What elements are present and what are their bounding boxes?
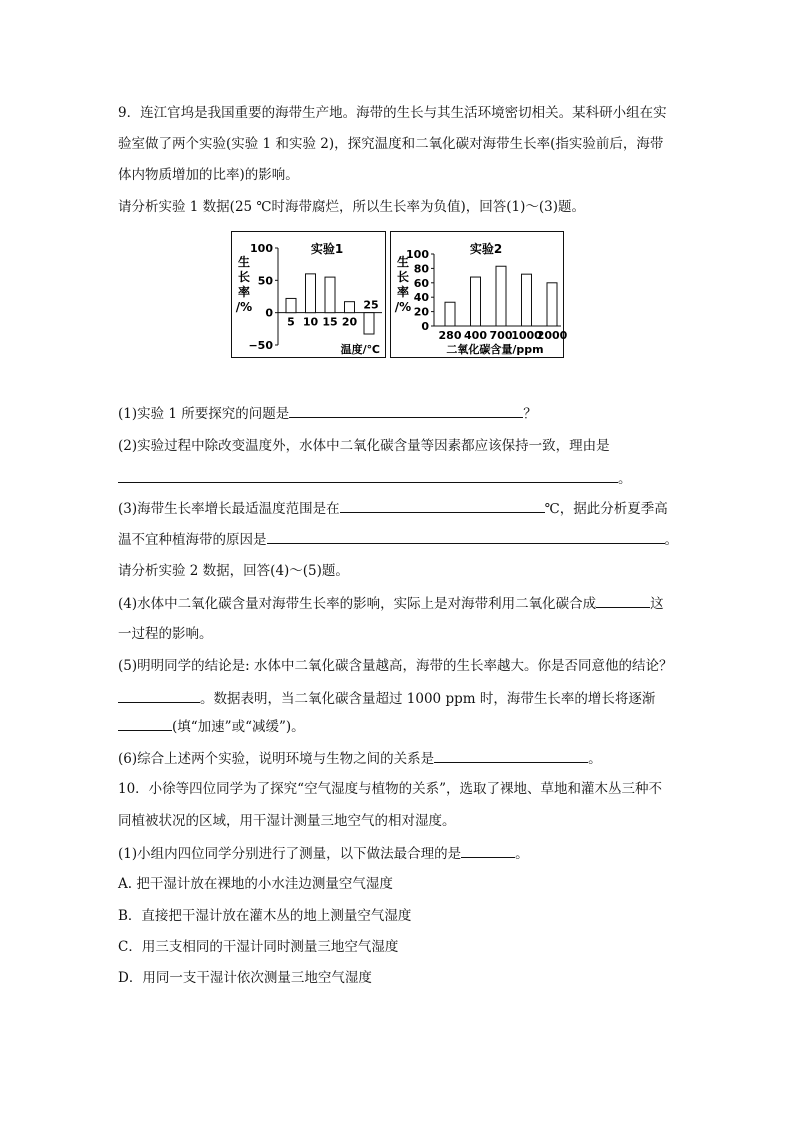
q9-sub3-text2: ℃，据此分析夏季高 — [544, 501, 668, 517]
q10-sub1-end: 。 — [515, 846, 529, 862]
y-tick-label: 50 — [257, 274, 273, 288]
x-tick-label: 280 — [438, 329, 462, 342]
answer-blank-3[interactable] — [340, 498, 545, 513]
q9-sub5: (5)明明同学的结论是: 水体中二氧化碳含量越高，海带的生长率越大。你是否同意他的结论？ — [118, 658, 673, 674]
y-tick-label: 100 — [250, 242, 273, 255]
q9-sub6-text: (6)综合上述两个实验，说明环境与生物之间的关系是 — [118, 751, 435, 767]
y-axis-label: 生 — [396, 255, 410, 269]
q9-line-4: 请分析实验 1 数据(25 ℃时海带腐烂，所以生长率为负值)，回答(1)～(3)题。 — [118, 199, 586, 215]
q9-line-1: 9．连江官坞是我国重要的海带生产地。海带的生长与其生活环境密切相关。某科研小组在实 — [118, 105, 667, 121]
y-tick-label: 20 — [413, 305, 429, 319]
q9-line-3: 体内物质增加的比率)的影响。 — [118, 167, 299, 183]
x-tick-label: 5 — [287, 315, 295, 329]
answer-blank-4[interactable] — [267, 529, 665, 544]
q9-sub5-cont2 — [118, 716, 305, 737]
q10-line-2: 同植被状况的区域，用干湿计测量三地空气的相对湿度。 — [118, 813, 456, 829]
q9-sub3-end: 。 — [664, 532, 678, 548]
q9-sub3-text: (3)海带生长率增长最适温度范围是在 — [118, 501, 340, 517]
q9-sub3-cont — [118, 529, 678, 550]
option-a[interactable]: A. 把干湿计放在裸地的小水洼边测量空气湿度 — [118, 876, 393, 892]
q9-sub3-text3: 温不宜种植海带的原因是 — [118, 532, 267, 548]
x-tick-label: 1000 — [511, 329, 542, 342]
y-tick-label: −50 — [248, 339, 273, 352]
q9-sub2: (2)实验过程中除改变温度外，水体中二氧化碳含量等因素都应该保持一致，理由是 — [118, 438, 610, 454]
option-d[interactable]: D．用同一支干湿计依次测量三地空气湿度 — [118, 970, 372, 986]
q9-sub6-end: 。 — [588, 751, 602, 767]
y-tick-label: 60 — [413, 276, 429, 290]
bar — [286, 298, 296, 312]
y-axis-label: /% — [235, 300, 253, 314]
q10-line-1: 10．小徐等四位同学为了探究“空气湿度与植物的关系”，选取了裸地、草地和灌木丛三种不 — [118, 781, 662, 797]
q9-exp2-intro: 请分析实验 2 数据，回答(4)～(5)题。 — [118, 563, 349, 579]
x-tick-label: 10 — [302, 315, 319, 329]
q9-sub4 — [118, 593, 664, 614]
y-tick-label: 0 — [265, 306, 273, 320]
option-c[interactable]: C．用三支相同的干湿计同时测量三地空气湿度 — [118, 939, 399, 955]
q9-sub1-end: ？ — [523, 406, 537, 422]
y-tick-label: 0 — [421, 320, 429, 333]
y-tick-label: 80 — [413, 262, 429, 276]
q9-sub4-text: (4)水体中二氧化碳含量对海带生长率的影响，实际上是对海带利用二氧化碳合成 — [118, 596, 597, 612]
q9-sub5-text2: 。数据表明，当二氧化碳含量超过 1000 ppm 时，海带生长率的增长将逐渐 — [200, 691, 656, 707]
q9-sub4-cont: 一过程的影响。 — [118, 626, 213, 642]
y-axis-label: 长 — [237, 270, 251, 284]
y-tick-label: 40 — [413, 291, 429, 305]
bar — [364, 313, 374, 334]
bar — [471, 277, 481, 326]
answer-blank-7[interactable] — [118, 716, 172, 731]
answer-blank-6[interactable] — [118, 688, 200, 703]
bar — [522, 274, 532, 326]
q9-sub1 — [118, 403, 537, 424]
bar — [306, 274, 316, 313]
chart-2-svg — [391, 232, 568, 357]
bar — [547, 283, 557, 326]
x-tick-label: 15 — [322, 315, 338, 329]
x-tick-label: 2000 — [536, 329, 568, 342]
y-axis-label: 长 — [396, 270, 410, 284]
chart-experiment-1 — [231, 231, 386, 358]
q9-sub5-cont — [118, 688, 655, 709]
q9-sub2-end: 。 — [618, 471, 632, 487]
x-tick-label: 400 — [464, 329, 487, 342]
q10-sub1 — [118, 843, 529, 864]
chart-title: 实验2 — [469, 242, 503, 256]
answer-blank-1[interactable] — [289, 403, 523, 418]
chart-title: 实验1 — [310, 242, 344, 256]
answer-blank-5[interactable] — [596, 593, 650, 608]
y-axis-label: 生 — [237, 255, 251, 269]
answer-blank-9[interactable] — [461, 843, 515, 858]
chart-1-svg — [232, 232, 385, 357]
x-tick-label: 20 — [341, 315, 358, 329]
y-tick-label: 100 — [406, 248, 429, 261]
bar — [496, 266, 506, 326]
chart-experiment-2 — [390, 231, 568, 358]
q9-sub6 — [118, 748, 602, 769]
bar — [345, 302, 355, 313]
y-axis-label: 率 — [237, 285, 251, 299]
x-axis-label: 温度/℃ — [340, 343, 380, 356]
q9-sub4-text2: 这 — [650, 596, 664, 612]
bar — [445, 302, 455, 326]
option-b[interactable]: B．直接把干湿计放在灌木丛的地上测量空气湿度 — [118, 908, 412, 924]
x-tick-label: 25 — [363, 298, 379, 312]
y-axis-label: 率 — [396, 285, 410, 299]
bar — [325, 277, 335, 313]
q9-sub2-cont — [118, 468, 632, 489]
q9-sub1-text: (1)实验 1 所要探究的问题是 — [118, 406, 290, 422]
x-tick-label: 700 — [489, 329, 513, 342]
answer-blank-8[interactable] — [434, 748, 588, 763]
x-axis-label: 二氧化碳含量/ppm — [446, 343, 544, 356]
q9-line-2: 验室做了两个实验(实验 1 和实验 2)，探究温度和二氧化碳对海带生长率(指实验前后，海带 — [118, 136, 664, 152]
q9-sub5-text3: (填“加速”或“减缓”)。 — [172, 719, 305, 735]
y-axis-label: /% — [394, 300, 412, 314]
q10-sub1-text: (1)小组内四位同学分别进行了测量，以下做法最合理的是 — [118, 846, 462, 862]
answer-blank-2[interactable] — [118, 468, 618, 483]
q9-sub3 — [118, 498, 668, 519]
